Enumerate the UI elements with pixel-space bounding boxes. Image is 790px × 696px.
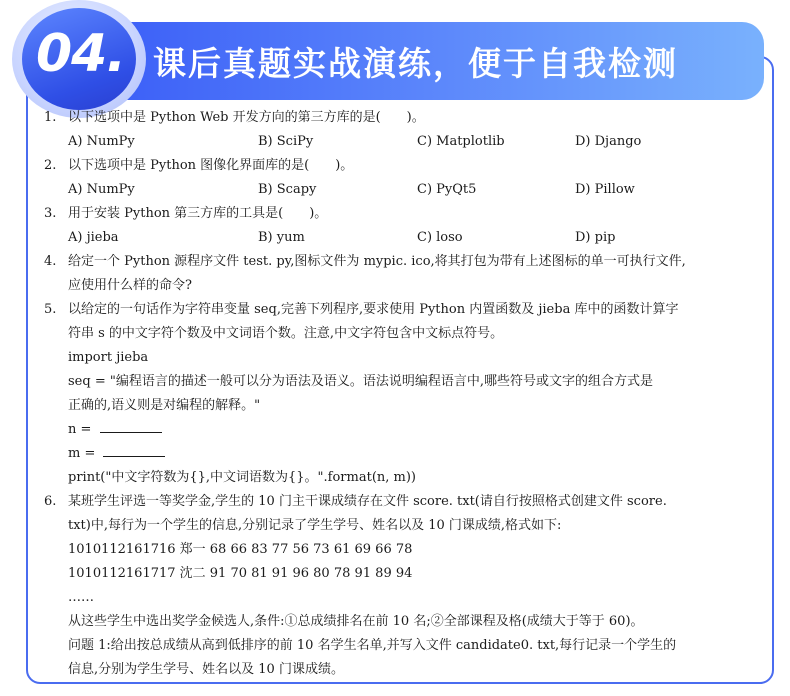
option-d: D) pip	[575, 230, 616, 245]
code-text: n =	[68, 422, 96, 437]
option-c: C) loso	[417, 230, 463, 245]
question-4	[44, 250, 760, 274]
option-d: D) Pillow	[575, 182, 635, 197]
option-a: A) jieba	[68, 230, 119, 245]
header-title: 课后真题实战演练，便于自我检测	[153, 44, 678, 83]
question-number: 6.	[44, 494, 57, 509]
data-line: 1010112161717 沈二 91 70 81 91 96 80 78 91 89 94	[68, 566, 413, 581]
question-2	[44, 154, 760, 178]
question-text: 以下选项中是 Python 图像化界面库的是( )。	[68, 158, 354, 173]
option-a: A) NumPy	[68, 182, 135, 197]
option-d: D) Django	[575, 134, 642, 149]
option-c: C) PyQt5	[417, 182, 477, 197]
code-line-m	[44, 442, 760, 466]
code-line: print("中文字符数为{},中文词语数为{}。".format(n, m))	[68, 470, 417, 485]
option-b: B) yum	[258, 230, 305, 245]
question-text: 给定一个 Python 源程序文件 test. py,图标文件为 mypic. ico,将其打包为带有上述图标的单一可执行文件,	[68, 254, 686, 269]
problem-text: 问题 1:给出按总成绩从高到低排序的前 10 名学生名单,并写入文件 candidate0. txt,每行记录一个学生的	[68, 638, 677, 653]
problem-text-cont: 信息,分别为学生学号、姓名以及 10 门课成绩。	[68, 662, 344, 677]
code-line: 正确的,语义则是对编程的解释。"	[68, 398, 261, 413]
code-line-n	[44, 418, 760, 442]
question-1	[44, 106, 760, 130]
question-6	[44, 490, 760, 514]
question-text-cont: txt)中,每行为一个学生的信息,分别记录了学生学号、姓名以及 10 门课成绩,格式如下:	[68, 518, 562, 533]
question-number: 2.	[44, 158, 57, 173]
option-b: B) Scapy	[258, 182, 317, 197]
question-text: 以下选项中是 Python Web 开发方向的第三方库的是( )。	[68, 110, 425, 125]
option-c: C) Matplotlib	[417, 134, 505, 149]
question-number: 1.	[44, 110, 57, 125]
question-text: 用于安装 Python 第三方库的工具是( )。	[68, 206, 328, 221]
question-number: 4.	[44, 254, 57, 269]
question-text-cont: 符串 s 的中文字符个数及中文词语个数。注意,中文字符包含中文标点符号。	[68, 326, 504, 341]
code-line: seq = "编程语言的描述一般可以分为语法及语义。语法说明编程语言中,哪些符号或文字的组合方式是	[68, 374, 653, 389]
question-5	[44, 298, 760, 322]
option-a: A) NumPy	[68, 134, 135, 149]
answer-blank	[103, 444, 165, 457]
question-text-cont: 应使用什么样的命令?	[68, 278, 192, 293]
data-line: ……	[68, 590, 94, 605]
answer-blank	[100, 420, 162, 433]
options-2	[44, 178, 760, 202]
question-list	[44, 106, 760, 682]
options-1	[44, 130, 760, 154]
option-b: B) SciPy	[258, 134, 314, 149]
section-number: 04.	[36, 24, 126, 84]
code-text: m =	[68, 446, 100, 461]
condition-text: 从这些学生中选出奖学金候选人,条件:①总成绩排名在前 10 名;②全部课程及格(成绩大于等于 60)。	[68, 614, 644, 629]
question-number: 3.	[44, 206, 57, 221]
question-3	[44, 202, 760, 226]
code-line: import jieba	[68, 350, 149, 365]
question-text: 某班学生评选一等奖学金,学生的 10 门主干课成绩存在文件 score. txt(请自行按照格式创建文件 score.	[68, 494, 667, 509]
data-line: 1010112161716 郑一 68 66 83 77 56 73 61 69 66 78	[68, 542, 413, 557]
options-3	[44, 226, 760, 250]
question-number: 5.	[44, 302, 57, 317]
question-text: 以给定的一句话作为字符串变量 seq,完善下列程序,要求使用 Python 内置函数及 jieba 库中的函数计算字	[68, 302, 679, 317]
